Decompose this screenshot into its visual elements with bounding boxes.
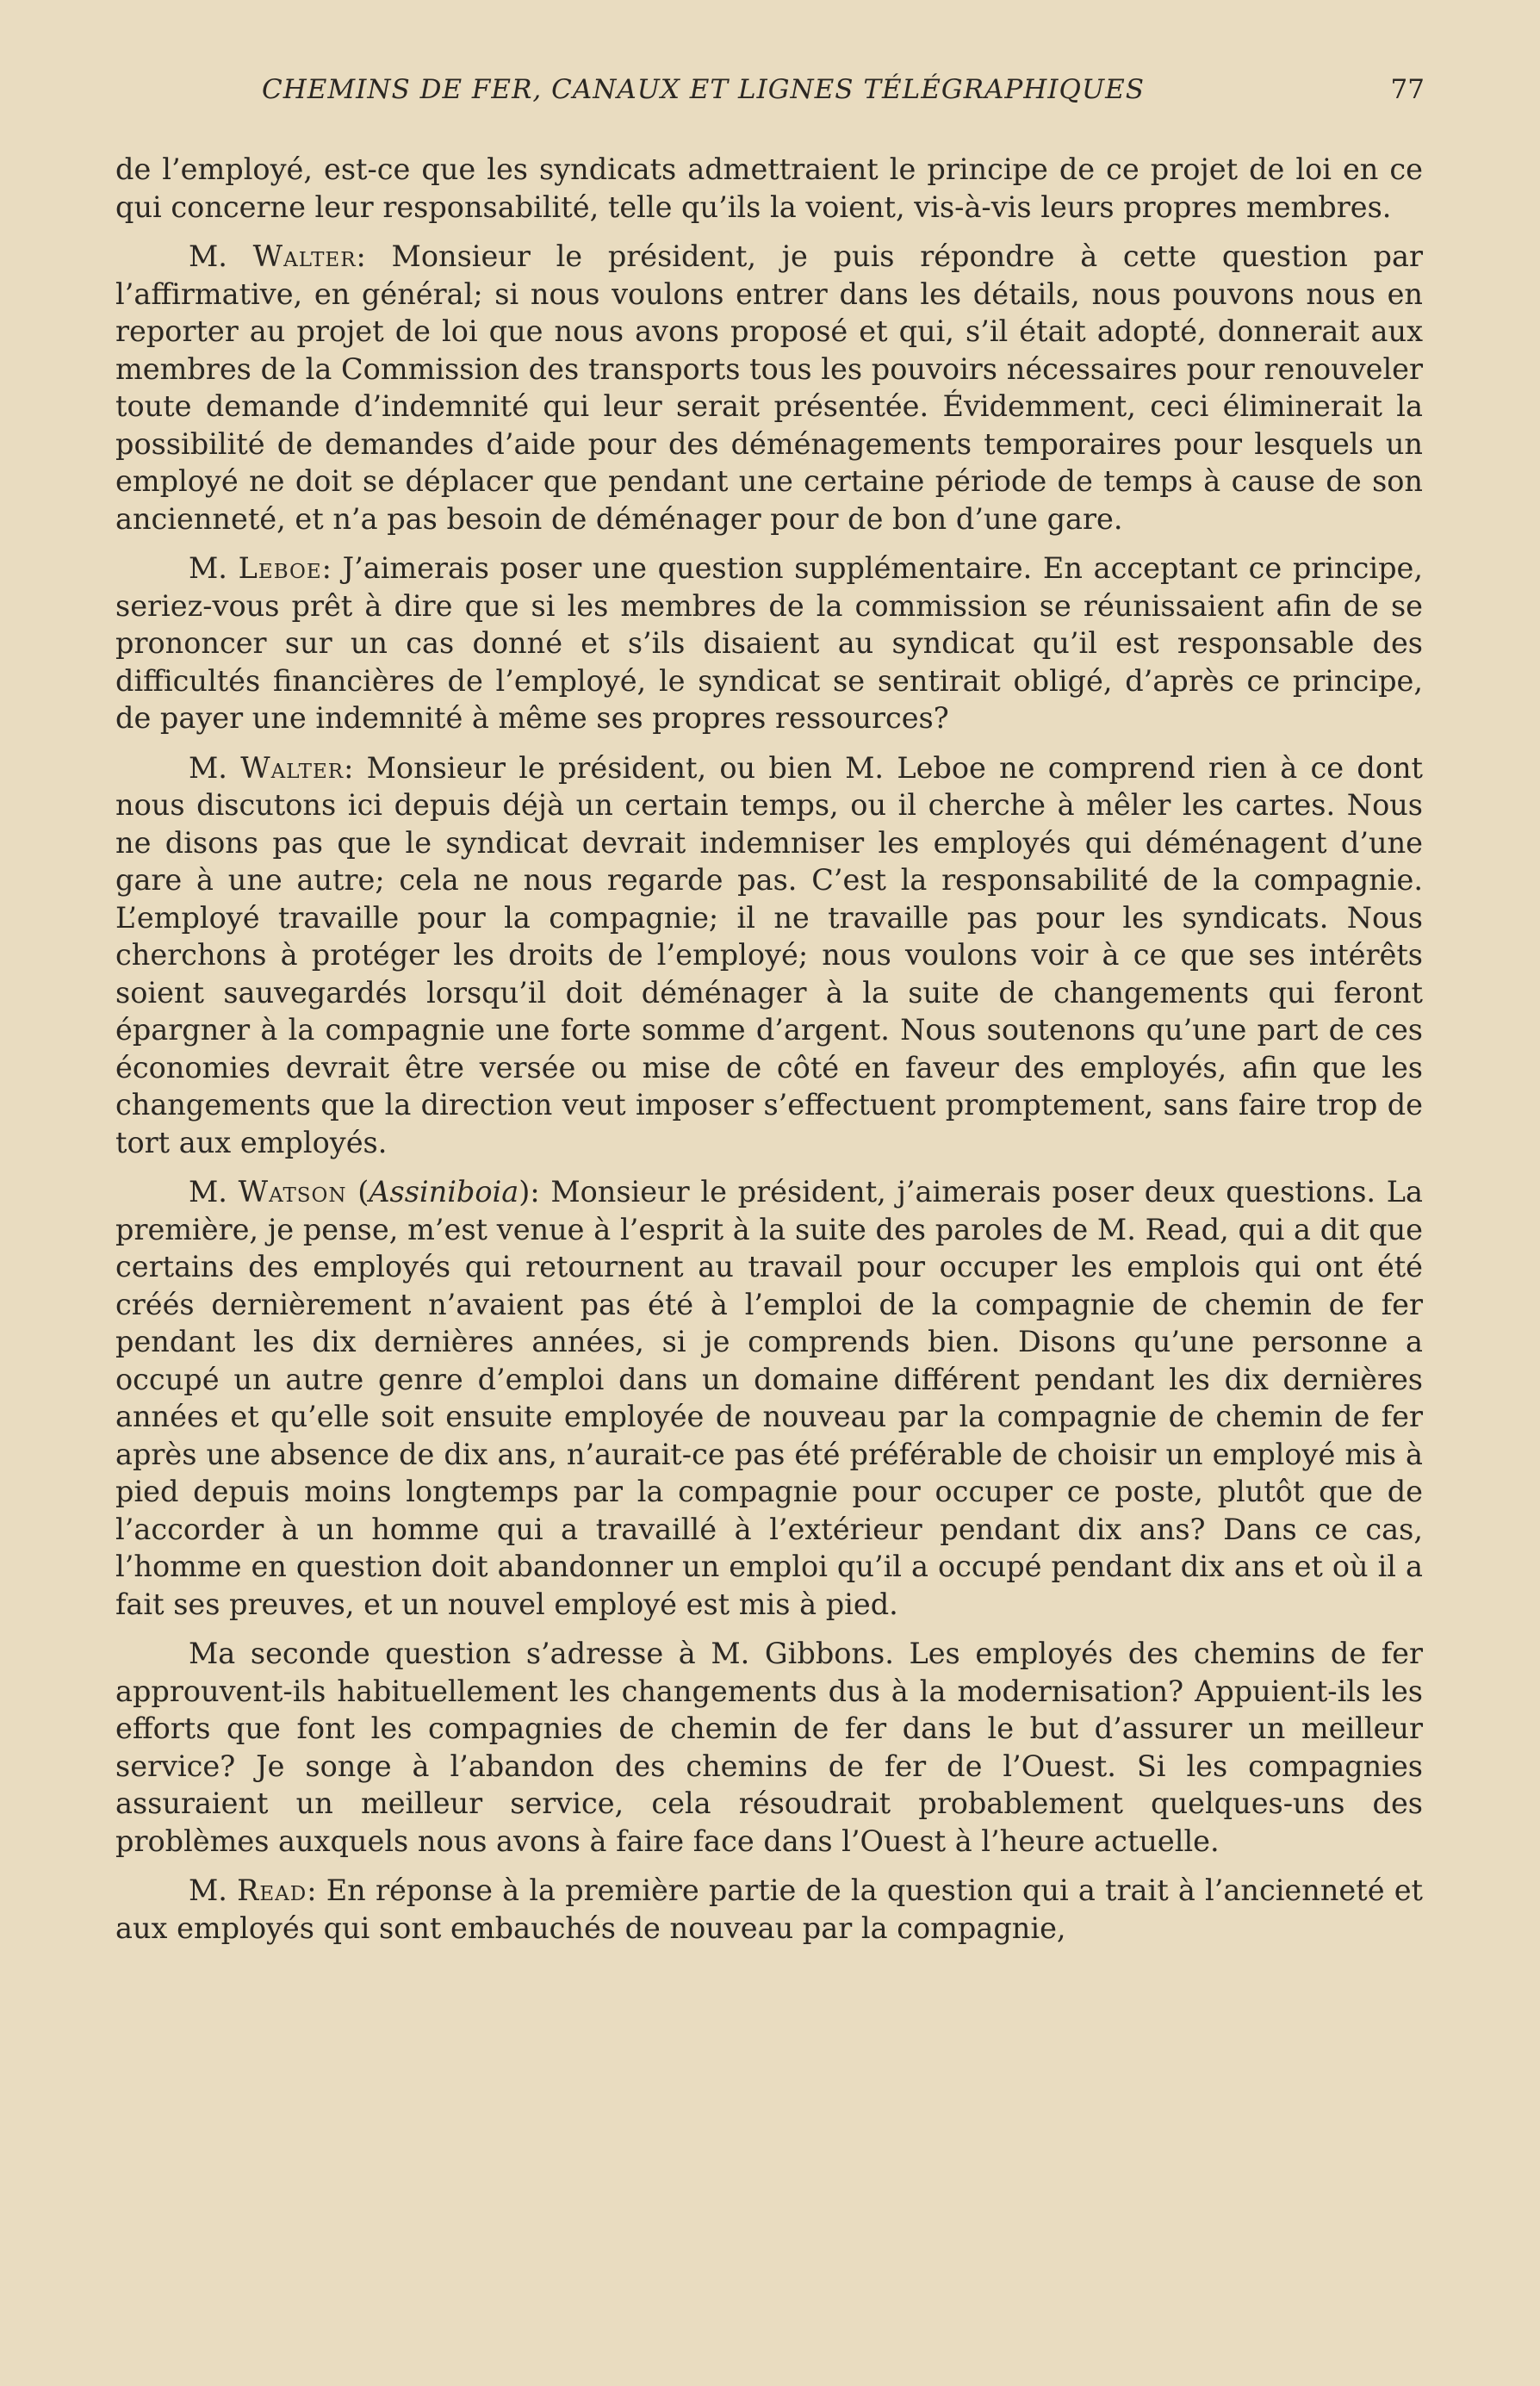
paragraph-text: : Monsieur le président, j’aimerais poser deux questions. La première, je pense, m’est venue à l’esprit à la suite des paroles de M. Read, qui a dit que certains des employés qui retournent au travail pour occuper les emplois qui ont été créés dernièrement n’avaient pas été à l’emploi de la compagnie de chemin de fer pendant les dix dernières années, si je comprends bien. Disons qu’une personne a occupé un autre genre d’emploi dans un domaine différent pendant les dix dernières années et qu’elle soit ensuite employée de nouveau par la compagnie de chemin de fer après une absence de dix ans, n’aurait-ce pas été préférable de choisir un employé mis à pied depuis moins longtemps par la compagnie pour occuper ce poste, plutôt que de l’accorder à un homme qui a travaillé à l’extérieur pendant dix ans? Dans ce cas, l’homme en question doit abandonner un emploi qu’il a occupé pendant dix ans et où il a fait ses preuves, et un nouvel employé est mis à pied. [115,1175,1423,1621]
paragraph [115,550,1423,737]
paragraph-text: : Monsieur le président, je puis répondre à cette question par l’affirmative, en général; si nous voulons entrer dans les détails, nous pouvons nous en reporter au projet de loi que nous avons proposé et qui, s’il était adopté, donnerait aux membres de la Commission des transports tous les pouvoirs nécessaires pour renouveler toute demande d’indemnité qui leur serait présentée. Évidemment, ceci éliminerait la possibilité de demandes d’aide pour des déménagements temporaires pour lesquels un employé ne doit se déplacer que pendant une certaine période de temps à cause de son ancienneté, et n’a pas besoin de déménager pour de bon d’une gare. [115,239,1423,536]
paragraph [115,1635,1423,1860]
paragraph [115,151,1423,226]
paragraph [115,1872,1423,1947]
speaker-name: Walter [240,750,345,785]
paragraph-text: : En réponse à la première partie de la question qui a trait à l’ancienneté et aux employés qui sont embauchés de nouveau par la compagnie, [115,1873,1423,1945]
speaker-riding: Assiniboia [369,1175,519,1209]
speaker-prefix: M. [189,750,241,785]
speaker-prefix: M. [189,239,253,273]
speaker-prefix: M. [189,551,239,585]
speaker-name: Read [237,1873,307,1907]
paragraph [115,238,1423,537]
running-title: CHEMINS DE FER, CANAUX ET LIGNES TÉLÉGRAPHIQUES [262,74,1145,105]
paragraph-text: : J’aimerais poser une question supplémentaire. En acceptant ce principe, seriez-vous prêt à dire que si les membres de la commission se réunissaient afin de se prononcer sur un cas donné et s’ils disaient au syndicat qu’il est responsable des difficultés financières de l’employé, le syndicat se sentirait obligé, d’après ce principe, de payer une indemnité à même ses propres ressources? [115,551,1423,735]
paragraph-text: : Monsieur le président, ou bien M. Leboe ne comprend rien à ce dont nous discutons ici depuis déjà un certain temps, ou il cherche à mêler les cartes. Nous ne disons pas que le syndicat devrait indemniser les employés qui déménagent d’une gare à une autre; cela ne nous regarde pas. C’est la responsabilité de la compagnie. L’employé travaille pour la compagnie; il ne travaille pas pour les syndicats. Nous cherchons à protéger les droits de l’employé; nous voulons voir à ce que ses intérêts soient sauvegardés lorsqu’il doit déménager à la suite de changements qui feront épargner à la compagnie une forte somme d’argent. Nous soutenons qu’une part de ces économies devrait être versée ou mise de côté en faveur des employés, afin que les changements que la direction veut imposer s’effectuent promptement, sans faire trop de tort aux employés. [115,750,1423,1159]
page-number: 77 [1390,74,1425,105]
paragraph [115,749,1423,1162]
body-text [115,151,1423,1959]
paragraph: M. Watson (Assiniboia): Monsieur le président, j’aimerais poser deux questions. La première, je pense, m’est venue à l’esprit à la suite des paroles de M. Read, qui a dit que certains des employés qui retournent au travail pour occuper les emplois qui ont été créés dernièrement n’avaient pas été à l’emploi de la compagnie de chemin de fer pendant les dix dernières années, si je comprends bien. Disons qu’une personne a occupé un autre genre d’emploi dans un domaine différent pendant les dix dernières années et qu’elle soit ensuite employée de nouveau par la compagnie de chemin de fer après une absence de dix ans, n’aurait-ce pas été préférable de choisir un employé mis à pied depuis moins longtemps par la compagnie pour occuper ce poste, plutôt que de l’accorder à un homme qui a travaillé à l’extérieur pendant dix ans? Dans ce cas, l’homme en question doit abandonner un emploi qu’il a occupé pendant dix ans et où il a fait ses preuves, et un nouvel employé est mis à pied. [115,1175,1423,1621]
speaker-name: Walter [252,239,357,273]
paragraph-text: Ma seconde question s’adresse à M. Gibbons. Les employés des chemins de fer approuvent-ils habituellement les changements dus à la modernisation? Appuient-ils les efforts que font les compagnies de chemin de fer dans le but d’assurer un meilleur service? Je songe à l’abandon des chemins de fer de l’Ouest. Si les compagnies assuraient un meilleur service, cela résoudrait probablement quelques-uns des problèmes auxquels nous avons à faire face dans l’Ouest à l’heure actuelle. [115,1637,1423,1858]
speaker-prefix: M. [189,1873,238,1907]
speaker-name: Leboe [238,551,322,585]
paragraph-text: de l’employé, est-ce que les syndicats admettraient le principe de ce projet de loi en ce qui concerne leur responsabilité, telle qu’ils la voient, vis-à-vis leurs propres membres. [115,152,1423,224]
speaker-prefix: M. [189,1175,239,1209]
running-head [115,74,1425,112]
speaker-name: Watson [238,1175,347,1209]
